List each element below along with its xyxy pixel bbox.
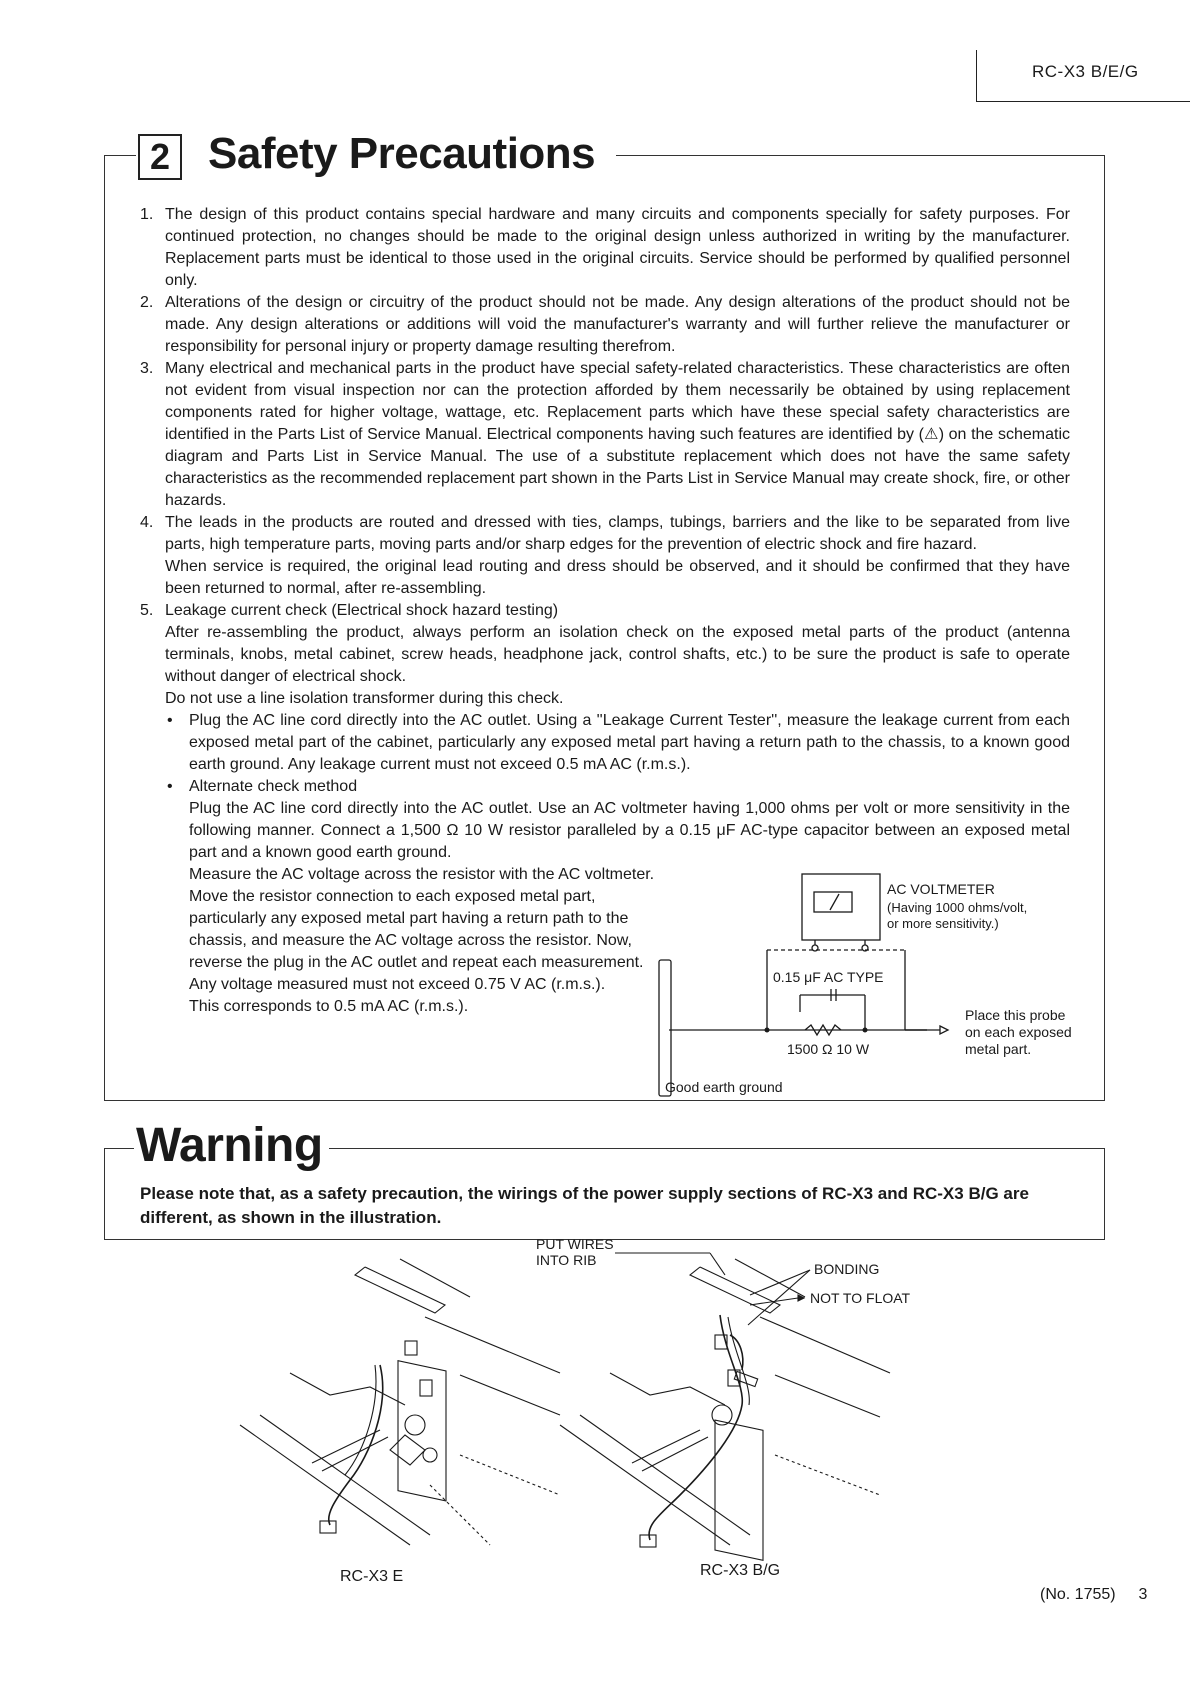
section-number: 2	[138, 134, 182, 180]
header-divider-horizontal	[976, 101, 1190, 102]
method-text: Plug the AC line cord directly into the AC outlet. Use an AC voltmeter having 1,000 ohms per volt or more sensitivity in the following manner. Connect a 1,500 Ω 10 W resistor paralleled by a 0.15 μF AC-type capacitor between an exposed metal part and a known good earth ground.	[189, 800, 1070, 861]
leakage-test-diagram	[655, 870, 1095, 1100]
method-text-corresponds: This corresponds to 0.5 mA AC (r.m.s.).	[189, 998, 469, 1015]
method-text-measure: Measure the AC voltage across the resistor with the AC voltmeter.	[189, 866, 655, 883]
bullet-icon: •	[167, 712, 173, 729]
section-left-rule	[104, 155, 136, 156]
model-code: RC-X3 B/E/G	[1032, 62, 1139, 81]
test-circuit-svg	[655, 870, 1095, 1100]
method-text: Plug the AC line cord directly into the AC outlet. Using a ''Leakage Current Tester'', measure the leakage current from each exposed metal part of the cabinet, particularly any exposed metal part having a return path to the chassis, to a known good earth ground. Any leakage current must not exceed 0.5 mA AC (r.m.s.).	[189, 712, 1070, 773]
capacitor-label: 0.15 μF AC TYPE	[773, 969, 884, 985]
warning-text: Please note that, as a safety precaution, the wirings of the power supply sections of RC-X3 and RC-X3 B/G are different, as shown in the illustration.	[140, 1184, 1029, 1227]
connector-plug-icon	[320, 1521, 336, 1533]
resistor-label: 1500 Ω 10 W	[787, 1041, 870, 1057]
probe-label-line3: metal part.	[965, 1041, 1032, 1057]
voltmeter-dial-icon	[814, 892, 852, 912]
item-number: 1.	[140, 206, 154, 223]
warning-title: Warning	[136, 1118, 329, 1174]
ground-label: Good earth ground	[665, 1079, 783, 1095]
probe-label-line2: on each exposed	[965, 1024, 1072, 1040]
wiring-illustrations	[230, 1236, 1030, 1565]
illustration-rc-x3-e	[240, 1259, 560, 1545]
warning-left-rule	[104, 1148, 134, 1149]
wiring-svg	[230, 1236, 1030, 1565]
method-leakage-tester	[165, 710, 1070, 776]
method-title: Alternate check method	[189, 778, 358, 795]
item-number: 2.	[140, 294, 154, 311]
item-text: The leads in the products are routed and dressed with ties, clamps, tubings, barriers and the like to be separated from live parts, high temperature parts, moving parts and/or sharp edges for the prevention of electric shock and fire hazard.	[165, 514, 1070, 553]
caption-rc-x3-bg: RC-X3 B/G	[700, 1562, 781, 1579]
header-divider-vertical	[976, 50, 977, 102]
label-into-rib: INTO RIB	[536, 1252, 597, 1268]
label-not-to-float: NOT TO FLOAT	[810, 1290, 911, 1306]
page-number: 3	[1138, 1586, 1148, 1603]
page-footer	[1040, 1586, 1147, 1604]
connector-plug-icon	[640, 1535, 656, 1547]
item-text-continued: When service is required, the original lead routing and dress should be observed, and it should be confirmed that they have been returned to normal, after re-assembling.	[165, 558, 1070, 597]
item-number: 3.	[140, 360, 154, 377]
probe-tip-icon	[940, 1026, 948, 1034]
voltmeter-label: AC VOLTMETER	[887, 881, 995, 897]
precaution-item-2	[140, 292, 1070, 358]
item-number: 4.	[140, 514, 154, 531]
item-text: Alterations of the design or circuitry of the product should not be made. Any design alterations of the product should not be made. Any design alterations or additions will void the manufacturer's warranty and will further relieve the manufacturer or responsibility for personal injury or property damage resulting therefrom.	[165, 294, 1070, 355]
section-top-rule	[616, 155, 1104, 156]
item-text: Many electrical and mechanical parts in the product have special safety-related characteristics. These characteristics are often not evident from visual inspection nor can the protection afforded by them necessarily be obtained by using replacement components rated for higher voltage, wattage, etc. Replacement parts which have these special safety characteristics are identified in the Parts List of Service Manual. Electrical components having such features are identified by (⚠) on the schematic diagram and Parts List in Service Manual. The use of a substitute replacement which does not have the same safety characteristics as the recommended replacement part shown in the Parts List in Service Manual may create shock, fire, or other hazards.	[165, 360, 1070, 509]
label-bonding: BONDING	[814, 1261, 880, 1277]
probe-label-line1: Place this probe	[965, 1007, 1066, 1023]
item-text-continued: After re-assembling the product, always perform an isolation check on the exposed metal parts of the product (antenna terminals, knobs, metal cabinet, screw heads, headphone jack, control shafts, etc.) to be sure the product is safe to operate without danger of electrical shock.	[165, 624, 1070, 685]
item-text: Leakage current check (Electrical shock hazard testing)	[165, 602, 559, 619]
voltmeter-sub1: (Having 1000 ohms/volt,	[887, 900, 1028, 915]
document-number: (No. 1755)	[1040, 1586, 1116, 1603]
warning-top-rule	[320, 1148, 1104, 1149]
item-number: 5.	[140, 602, 154, 619]
bullet-icon: •	[167, 778, 173, 795]
label-put-wires: PUT WIRES	[536, 1236, 614, 1252]
ground-rod-icon	[659, 960, 671, 1096]
section-title: Safety Precautions	[208, 128, 601, 180]
method-text-move: Move the resistor connection to each exposed metal part, particularly any exposed metal part having a return path to the chassis, and measure the AC voltage across the resistor. Now, reverse the plug in the AC outlet and repeat each measurement. Any voltage measured must not exceed 0.75 V AC (r.m.s.).	[189, 888, 644, 993]
item-text: The design of this product contains special hardware and many circuits and components specially for safety purposes. For continued protection, no changes should be made to the original design unless authorized in writing by the manufacturer. Replacement parts must be identical to those used in the original circuits. Service should be performed by qualified personnel only.	[165, 206, 1070, 289]
precaution-item-3	[140, 358, 1070, 512]
caption-rc-x3-e: RC-X3 E	[340, 1568, 404, 1585]
voltmeter-sub2: or more sensitivity.)	[887, 916, 999, 931]
precaution-item-1	[140, 204, 1070, 292]
precaution-item-4	[140, 512, 1070, 600]
item-text-note: Do not use a line isolation transformer during this check.	[165, 690, 564, 707]
